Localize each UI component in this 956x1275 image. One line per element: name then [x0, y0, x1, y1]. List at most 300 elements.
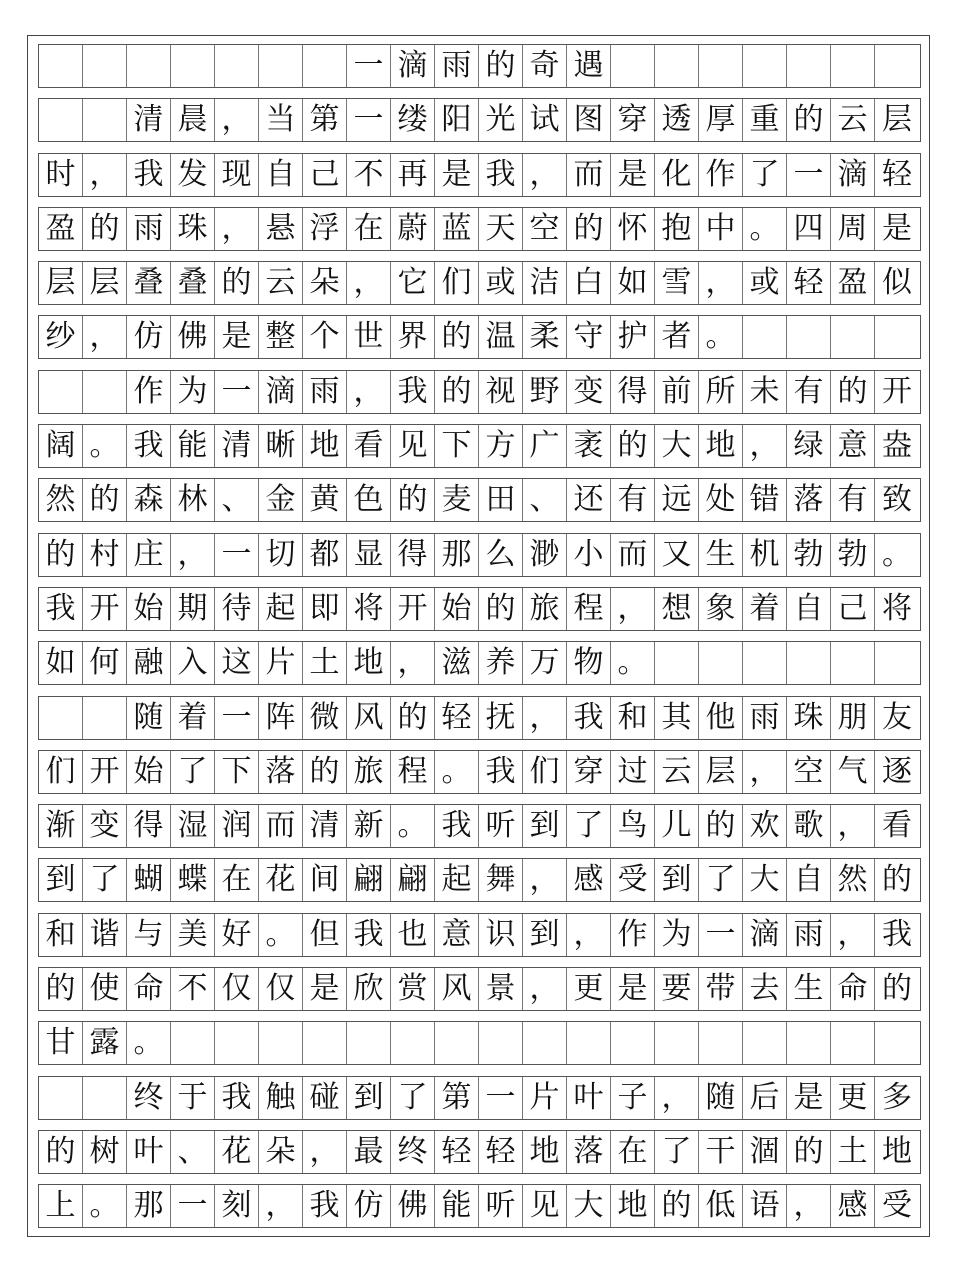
text-row	[38, 858, 921, 902]
grid-cell	[83, 697, 127, 739]
grid-cell: ，	[215, 99, 259, 141]
grid-cell: 涸	[743, 1131, 787, 1173]
grid-cell: 一	[699, 914, 743, 956]
grid-cell: 更	[567, 968, 611, 1010]
grid-cell: 云	[831, 99, 875, 141]
grid-cell: 刻	[215, 1185, 259, 1227]
grid-cell	[83, 1077, 127, 1119]
grid-cell: ，	[259, 1185, 303, 1227]
grid-cell: 层	[699, 751, 743, 793]
text-row	[38, 804, 921, 848]
grid-cell: 天	[479, 208, 523, 250]
grid-cell: 能	[171, 425, 215, 467]
grid-cell: 整	[259, 316, 303, 358]
grid-cell: 轻	[435, 1131, 479, 1173]
text-row	[38, 370, 921, 414]
grid-cell: 仿	[127, 316, 171, 358]
grid-cell: 受	[611, 859, 655, 901]
grid-cell: 看	[882, 808, 912, 844]
grid-cell	[875, 642, 919, 684]
grid-cell: 在	[347, 208, 391, 250]
grid-cell: 见	[523, 1185, 567, 1227]
grid-cell	[391, 1022, 435, 1064]
grid-cell	[259, 1022, 303, 1064]
grid-cell: 了	[567, 805, 611, 847]
grid-cell: 他	[699, 697, 743, 739]
grid-cell	[259, 45, 303, 87]
grid-cell: 树	[83, 1131, 127, 1173]
grid-cell: 也	[391, 914, 435, 956]
grid-cell: ，	[523, 697, 567, 739]
grid-cell: 的	[699, 805, 743, 847]
grid-cell	[875, 316, 919, 358]
grid-cell: 养	[479, 642, 523, 684]
text-row	[38, 153, 921, 197]
grid-cell: 的	[435, 371, 479, 413]
grid-cell: 蝶	[171, 859, 215, 901]
grid-cell: 我	[39, 588, 83, 630]
grid-cell: 儿	[655, 805, 699, 847]
grid-cell: 碰	[303, 1077, 347, 1119]
grid-cell: 如	[611, 262, 655, 304]
grid-cell: 雨	[127, 208, 171, 250]
grid-cell: 叠	[127, 262, 171, 304]
grid-cell: 的	[882, 971, 912, 1007]
grid-cell: 错	[743, 479, 787, 521]
grid-cell: 的	[215, 262, 259, 304]
grid-cell: 时	[39, 154, 83, 196]
grid-cell: 朵	[259, 1131, 303, 1173]
grid-cell: 土	[303, 642, 347, 684]
grid-cell: 怀	[611, 208, 655, 250]
grid-cell: 柔	[523, 316, 567, 358]
grid-cell: 野	[523, 371, 567, 413]
grid-cell: 温	[479, 316, 523, 358]
grid-cell: 命	[831, 968, 875, 1010]
grid-cell: 广	[523, 425, 567, 467]
grid-cell: 朋	[831, 697, 875, 739]
grid-cell	[39, 99, 83, 141]
grid-cell: 切	[259, 534, 303, 576]
grid-cell: 得	[391, 534, 435, 576]
grid-cell: 空	[787, 751, 831, 793]
grid-cell: 将	[347, 588, 391, 630]
grid-cell	[215, 45, 259, 87]
grid-cell: 纱	[39, 316, 83, 358]
grid-cell	[83, 371, 127, 413]
grid-cell: 意	[435, 914, 479, 956]
grid-cell: 不	[347, 154, 391, 196]
grid-cell: 洁	[523, 262, 567, 304]
grid-cell: 村	[83, 534, 127, 576]
grid-cell: 然	[39, 479, 83, 521]
grid-cell: 过	[611, 751, 655, 793]
grid-cell: ，	[831, 914, 875, 956]
grid-cell: 周	[831, 208, 875, 250]
grid-cell	[171, 1022, 215, 1064]
grid-cell: 鸟	[611, 805, 655, 847]
title-char: 雨	[435, 45, 479, 87]
grid-cell: ，	[523, 859, 567, 901]
text-row	[38, 207, 921, 251]
grid-cell: 蔚	[391, 208, 435, 250]
grid-cell	[787, 45, 831, 87]
grid-cell: 林	[171, 479, 215, 521]
grid-cell	[479, 1022, 523, 1064]
grid-cell: 致	[882, 482, 912, 518]
grid-cell	[743, 642, 787, 684]
grid-cell: 终	[127, 1077, 171, 1119]
grid-cell: 的	[831, 371, 875, 413]
grid-cell: 后	[743, 1077, 787, 1119]
grid-cell: 低	[699, 1185, 743, 1227]
grid-cell	[215, 1022, 259, 1064]
text-row	[38, 98, 921, 142]
grid-cell: 景	[479, 968, 523, 1010]
grid-cell: 。	[259, 914, 303, 956]
grid-cell: 是	[882, 210, 912, 246]
grid-cell: 滴	[743, 914, 787, 956]
grid-cell: 翩	[391, 859, 435, 901]
grid-cell: 好	[215, 914, 259, 956]
grid-cell: 缕	[391, 99, 435, 141]
grid-cell	[743, 316, 787, 358]
grid-cell	[39, 371, 83, 413]
grid-cell: 蓝	[435, 208, 479, 250]
grid-cell: 程	[567, 588, 611, 630]
grid-cell	[831, 1022, 875, 1064]
grid-cell: 叠	[171, 262, 215, 304]
grid-cell: 雨	[303, 371, 347, 413]
grid-cell: 小	[567, 534, 611, 576]
grid-cell: 为	[655, 914, 699, 956]
grid-cell: 花	[215, 1131, 259, 1173]
grid-cell: 于	[171, 1077, 215, 1119]
grid-cell: 轻	[435, 697, 479, 739]
grid-cell	[39, 1077, 83, 1119]
grid-cell: 生	[699, 534, 743, 576]
grid-cell: ，	[391, 642, 435, 684]
grid-cell: 受	[882, 1188, 912, 1224]
grid-cell: 我	[435, 805, 479, 847]
grid-cell: 了	[655, 1131, 699, 1173]
grid-cell: 我	[479, 154, 523, 196]
grid-cell: 感	[567, 859, 611, 901]
grid-cell: 滴	[831, 154, 875, 196]
text-row	[38, 913, 921, 957]
grid-cell: 到	[347, 1077, 391, 1119]
grid-cell: ，	[655, 1077, 699, 1119]
grid-cell: 世	[347, 316, 391, 358]
grid-cell: 似	[882, 265, 912, 301]
grid-cell: 滋	[435, 642, 479, 684]
grid-cell	[875, 45, 919, 87]
grid-cell: ，	[523, 968, 567, 1010]
grid-cell: 盈	[39, 208, 83, 250]
grid-cell: 赏	[391, 968, 435, 1010]
grid-cell: 的	[611, 425, 655, 467]
grid-cell: 始	[127, 751, 171, 793]
grid-cell: 。	[83, 425, 127, 467]
grid-cell	[743, 1022, 787, 1064]
grid-cell: 风	[347, 697, 391, 739]
grid-cell: 绿	[787, 425, 831, 467]
grid-cell: 多	[882, 1079, 912, 1115]
grid-cell: 到	[523, 914, 567, 956]
grid-cell: 浮	[303, 208, 347, 250]
grid-cell: 轻	[479, 1131, 523, 1173]
grid-cell: 新	[347, 805, 391, 847]
grid-cell	[611, 45, 655, 87]
grid-cell: 么	[479, 534, 523, 576]
grid-cell: 始	[127, 588, 171, 630]
grid-cell: 如	[39, 642, 83, 684]
grid-cell: 的	[39, 534, 83, 576]
grid-cell: 处	[699, 479, 743, 521]
grid-cell: 机	[743, 534, 787, 576]
grid-cell: 这	[215, 642, 259, 684]
grid-cell: 地	[303, 425, 347, 467]
grid-cell: 雨	[743, 697, 787, 739]
grid-rows	[38, 44, 921, 1239]
grid-cell: 最	[347, 1131, 391, 1173]
grid-cell: 们	[435, 262, 479, 304]
grid-cell: 到	[39, 859, 83, 901]
grid-cell: 我	[303, 1185, 347, 1227]
grid-cell: 庄	[127, 534, 171, 576]
grid-cell: 晰	[259, 425, 303, 467]
grid-cell: 识	[479, 914, 523, 956]
grid-cell: 翩	[347, 859, 391, 901]
grid-cell: 着	[171, 697, 215, 739]
grid-cell: 变	[83, 805, 127, 847]
grid-cell: 抱	[655, 208, 699, 250]
grid-cell	[699, 1022, 743, 1064]
grid-cell	[83, 99, 127, 141]
grid-cell: 和	[611, 697, 655, 739]
grid-cell: 我	[391, 371, 435, 413]
grid-cell: 层	[83, 262, 127, 304]
grid-cell: 到	[523, 805, 567, 847]
grid-cell: 们	[523, 751, 567, 793]
grid-cell: 作	[127, 371, 171, 413]
grid-cell: 空	[523, 208, 567, 250]
grid-cell	[655, 1022, 699, 1064]
grid-cell: 终	[391, 1131, 435, 1173]
grid-cell: 轻	[882, 156, 912, 192]
grid-cell: 始	[435, 588, 479, 630]
grid-cell: 袤	[567, 425, 611, 467]
grid-cell: 阳	[435, 99, 479, 141]
grid-cell: 有	[611, 479, 655, 521]
grid-cell: 看	[347, 425, 391, 467]
grid-cell: 珠	[787, 697, 831, 739]
grid-cell: 了	[171, 751, 215, 793]
grid-cell: 了	[391, 1077, 435, 1119]
text-row	[38, 261, 921, 305]
grid-cell: 抚	[479, 697, 523, 739]
grid-cell: 但	[303, 914, 347, 956]
grid-cell: ，	[611, 588, 655, 630]
grid-cell: 一	[215, 371, 259, 413]
grid-cell: 着	[743, 588, 787, 630]
grid-cell: 一	[215, 534, 259, 576]
grid-cell: 地	[347, 642, 391, 684]
grid-cell: 勃	[831, 534, 875, 576]
grid-cell: 旅	[523, 588, 567, 630]
grid-cell: 轻	[787, 262, 831, 304]
grid-cell: 第	[303, 99, 347, 141]
grid-cell: 听	[479, 1185, 523, 1227]
grid-cell: 层	[39, 262, 83, 304]
grid-cell	[787, 316, 831, 358]
grid-cell: 到	[655, 859, 699, 901]
grid-cell: 清	[215, 425, 259, 467]
grid-cell: 有	[831, 479, 875, 521]
grid-cell: 变	[567, 371, 611, 413]
grid-cell: 、	[523, 479, 567, 521]
grid-cell: 大	[655, 425, 699, 467]
grid-cell: 还	[567, 479, 611, 521]
grid-cell: 命	[127, 968, 171, 1010]
grid-cell: 落	[567, 1131, 611, 1173]
grid-cell: 入	[171, 642, 215, 684]
grid-cell: 为	[171, 371, 215, 413]
grid-cell: 了	[83, 859, 127, 901]
text-row	[38, 587, 921, 631]
grid-cell: 见	[391, 425, 435, 467]
grid-cell: 雪	[655, 262, 699, 304]
grid-cell: 所	[699, 371, 743, 413]
grid-cell: 黄	[303, 479, 347, 521]
grid-cell	[655, 642, 699, 684]
grid-cell: 的	[39, 1131, 83, 1173]
grid-cell: ，	[83, 154, 127, 196]
writing-paper	[27, 35, 930, 1237]
grid-cell: 方	[479, 425, 523, 467]
grid-cell: ，	[523, 154, 567, 196]
grid-cell: 地	[699, 425, 743, 467]
grid-cell: 重	[743, 99, 787, 141]
text-row	[38, 1184, 921, 1228]
grid-cell: 润	[215, 805, 259, 847]
grid-cell: ，	[743, 425, 787, 467]
grid-cell: 显	[347, 534, 391, 576]
grid-cell: 带	[699, 968, 743, 1010]
grid-cell: 自	[787, 588, 831, 630]
grid-cell: 云	[259, 262, 303, 304]
grid-cell: 物	[567, 642, 611, 684]
grid-cell: 佛	[171, 316, 215, 358]
grid-cell: 意	[831, 425, 875, 467]
grid-cell: 透	[655, 99, 699, 141]
grid-cell: 它	[391, 262, 435, 304]
grid-cell: 试	[523, 99, 567, 141]
grid-cell: 风	[435, 968, 479, 1010]
grid-cell: 远	[655, 479, 699, 521]
grid-cell: 的	[479, 588, 523, 630]
grid-cell: 穿	[567, 751, 611, 793]
text-row	[38, 315, 921, 359]
grid-cell: 然	[831, 859, 875, 901]
grid-cell: 欣	[347, 968, 391, 1010]
grid-cell: 即	[303, 588, 347, 630]
grid-cell: ，	[347, 262, 391, 304]
grid-cell	[699, 642, 743, 684]
grid-cell: 逐	[882, 753, 912, 789]
grid-cell	[655, 45, 699, 87]
title-char: 遇	[567, 45, 611, 87]
grid-cell	[831, 45, 875, 87]
grid-cell: 气	[831, 751, 875, 793]
grid-cell	[303, 1022, 347, 1064]
grid-cell: 万	[523, 642, 567, 684]
grid-cell: 金	[259, 479, 303, 521]
title-char: 的	[479, 45, 523, 87]
grid-cell: 护	[611, 316, 655, 358]
grid-cell: 微	[303, 697, 347, 739]
title-char: 滴	[391, 45, 435, 87]
grid-cell: 与	[127, 914, 171, 956]
grid-cell: 一	[479, 1077, 523, 1119]
grid-cell: 朵	[303, 262, 347, 304]
grid-cell: ，	[347, 371, 391, 413]
grid-cell: 的	[391, 479, 435, 521]
grid-cell: 歌	[787, 805, 831, 847]
grid-cell: 我	[567, 697, 611, 739]
grid-cell: 我	[127, 425, 171, 467]
grid-cell: 能	[435, 1185, 479, 1227]
text-row	[38, 696, 921, 740]
grid-cell: 一	[171, 1185, 215, 1227]
grid-cell: 。	[83, 1185, 127, 1227]
grid-cell: 起	[259, 588, 303, 630]
grid-cell	[83, 45, 127, 87]
grid-cell: 雨	[787, 914, 831, 956]
grid-cell: 个	[303, 316, 347, 358]
grid-cell: 是	[303, 968, 347, 1010]
grid-cell: 仅	[215, 968, 259, 1010]
grid-cell: 使	[83, 968, 127, 1010]
grid-cell: 清	[303, 805, 347, 847]
grid-cell: 大	[567, 1185, 611, 1227]
grid-cell: 片	[523, 1077, 567, 1119]
grid-cell: ，	[699, 262, 743, 304]
grid-cell: 语	[743, 1185, 787, 1227]
grid-cell: 悬	[259, 208, 303, 250]
grid-cell: 我	[127, 154, 171, 196]
grid-cell: 四	[787, 208, 831, 250]
grid-cell: 仅	[259, 968, 303, 1010]
grid-cell: 听	[479, 805, 523, 847]
grid-cell: 了	[743, 154, 787, 196]
grid-cell: 一	[787, 154, 831, 196]
grid-cell: 或	[479, 262, 523, 304]
text-row	[38, 478, 921, 522]
grid-cell: 一	[215, 697, 259, 739]
grid-cell: 者	[655, 316, 699, 358]
grid-cell: 森	[127, 479, 171, 521]
grid-cell: 们	[39, 751, 83, 793]
grid-cell: ，	[787, 1185, 831, 1227]
grid-cell: 的	[787, 99, 831, 141]
grid-cell: ，	[215, 208, 259, 250]
grid-cell: 我	[882, 916, 912, 952]
grid-cell: 自	[787, 859, 831, 901]
text-row	[38, 1130, 921, 1174]
grid-cell: 干	[699, 1131, 743, 1173]
grid-cell	[787, 642, 831, 684]
